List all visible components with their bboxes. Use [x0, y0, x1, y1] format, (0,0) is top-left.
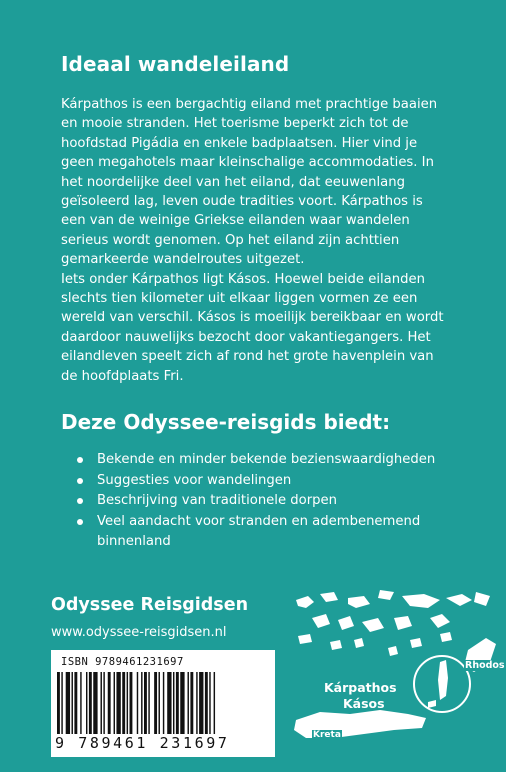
list-item: Suggesties voor wandelingen	[75, 471, 455, 492]
bullet-icon	[77, 519, 83, 525]
offer-heading: Deze Odyssee-reisgids biedt:	[61, 410, 391, 434]
paragraph-2: Iets onder Kárpathos ligt Kásos. Hoewel beide eilanden slechts tien kilometer uit elkaar liggen vormen ze een wereld van verschil. Kásos is moeilijk bereikbaar en wordt daardoor nauwelijks bezocht door vakantiegangers. Het eilandleven speelt zich af rond het grote havenplein van de hoofdplaats Fri.	[61, 271, 444, 384]
barcode-bars-icon	[55, 672, 271, 734]
bullet-icon	[77, 478, 83, 484]
bullet-icon	[77, 457, 83, 463]
barcode	[51, 650, 275, 757]
barcode-digits: 9 789461 231697	[55, 734, 230, 752]
description	[61, 95, 451, 386]
bullet-icon	[77, 498, 83, 504]
map-label-rhodos: Rhodos	[465, 660, 505, 671]
paragraph-1: Kárpathos is een bergachtig eiland met prachtige baaien en mooie stranden. Het toerisme beperkt zich tot de hoofdstad Pigádia en enkele badplaatsen. Hier vind je geen megahotels maar kleinschalige accommodaties. In het noordelijke deel van het eiland, dat eeuwenlang geïsoleerd lag, leven oude tradities voort. Kárpathos is een van de weinige Griekse eilanden waar wandelen serieus wordt genomen. Op het eiland zijn achttien gemarkeerde wandelroutes uitgezet.	[61, 97, 438, 268]
list-item: Bekende en minder bekende bezienswaardigheden	[75, 450, 455, 471]
map-label-karpathos: Kárpathos	[324, 680, 397, 695]
offer-list	[75, 450, 455, 553]
list-item: Beschrijving van traditionele dorpen	[75, 491, 455, 512]
isbn-label: ISBN 9789461231697	[61, 656, 184, 668]
map-label-kasos: Kásos	[343, 696, 385, 711]
map-label-kreta: Kreta	[313, 730, 341, 740]
main-heading: Ideaal wandeleiland	[61, 52, 290, 76]
list-item: Veel aandacht voor stranden en adembenemend binnenland	[75, 512, 455, 553]
publisher-name: Odyssee Reisgidsen	[51, 595, 249, 615]
publisher-url[interactable]: www.odyssee-reisgidsen.nl	[51, 625, 227, 640]
region-map	[290, 588, 505, 748]
